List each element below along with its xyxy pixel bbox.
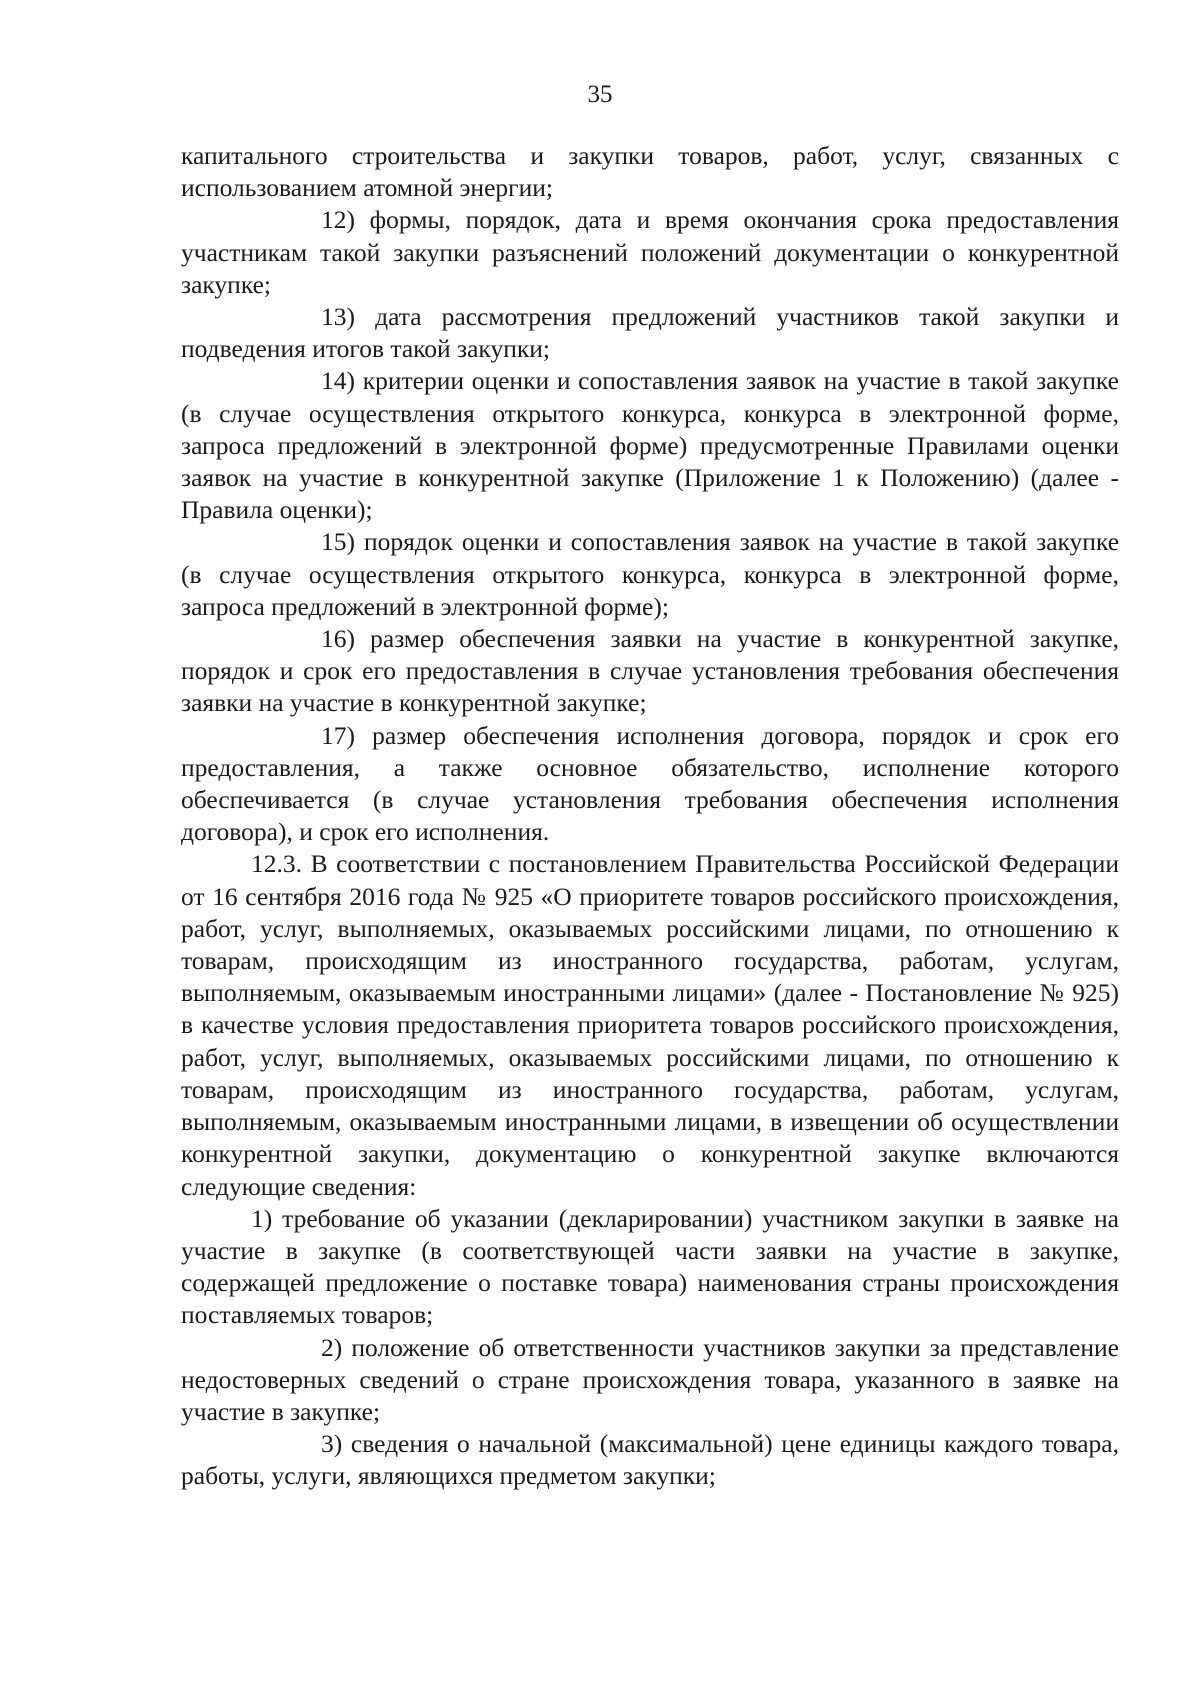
list-item-text: размер обеспечения заявки на участие в конкурентной закупке, порядок и срок его предоставления в случае установления требования обеспечения заявки на участие в конкурентной закупке; [181,624,1120,718]
list-item-12 [181,204,1119,301]
section-12-3 [181,848,1119,1202]
list-item-number: 17) [321,720,355,750]
paragraph-text: 12.3. В соответствии с постановлением Правительства Российской Федерации от 16 сентября 2016 года № 925 «О приоритете товаров российского происхождения, работ, услуг, выполняемых, оказываемых российскими лицами, по отношению к товарам, происходящим из иностранного государства, работам, услугам, выполняемым, оказываемым иностранными лицами» (далее - Постановление № 925) в качестве условия предоставления приоритета товаров российского происхождения, работ, услуг, выполняемых, оказываемых российскими лицами, по отношению к товарам, происходящим из иностранного государства, работам, услугам, выполняемым, оказываемым иностранными лицами, в извещении об осуществлении конкурентной закупки, документацию о конкурентной закупке включаются следующие сведения: [181,849,1119,1201]
list-item-text: сведения о начальной (максимальной) цене единицы каждого товара, работы, услуги, являющихся предметом закупки; [181,1429,1120,1491]
list-item-16 [181,623,1119,720]
list-item-number: 13) [321,302,355,332]
list-item-number: 3) [321,1429,343,1459]
sub-item-2 [181,1332,1119,1429]
list-item-number: 16) [321,624,355,654]
sub-item-1 [181,1203,1119,1332]
paragraph-continuation [181,140,1119,204]
list-item-17 [181,720,1119,849]
list-item-number: 12) [321,205,355,235]
list-item-15 [181,526,1119,623]
list-item-text: дата рассмотрения предложений участников такой закупки и подведения итогов такой закупки; [181,302,1119,364]
list-item-number: 15) [321,527,355,557]
list-item-text: формы, порядок, дата и время окончания срока предоставления участникам такой закупки разъяснений положений документации о конкурентной закупке; [181,205,1119,299]
list-item-text: размер обеспечения исполнения договора, порядок и срок его предоставления, а также основное обязательство, исполнение которого обеспечивается (в случае установления требования обеспечения исполнения договора), и срок его исполнения. [181,720,1120,847]
list-item-13 [181,301,1119,365]
list-item-number: 14) [321,366,355,396]
list-item-14 [181,365,1119,526]
list-item-text: положение об ответственности участников закупки за представление недостоверных сведений о стране происхождения товара, указанного в заявке на участие в закупке; [181,1332,1119,1426]
page-number: 35 [587,81,613,108]
paragraph-text: 1) требование об указании (декларировании) участником закупки в заявке на участие в закупке (в соответствующей части заявки на участие в закупке, содержащей предложение о поставке товара) наименования страны происхождения поставляемых товаров; [181,1203,1119,1330]
list-item-text: критерии оценки и сопоставления заявок на участие в такой закупке (в случае осуществления открытого конкурса, конкурса в электронной форме, запроса предложений в электронной форме) предусмотренные Правилами оценки заявок на участие в конкурентной закупке (Приложение 1 к Положению) (далее - Правила оценки); [181,366,1119,525]
paragraph-text: капитального строительства и закупки товаров, работ, услуг, связанных с использованием атомной энергии; [181,141,1119,203]
document-body [181,140,1119,1493]
list-item-text: порядок оценки и сопоставления заявок на участие в такой закупке (в случае осуществления открытого конкурса, конкурса в электронной форме, запроса предложений в электронной форме); [181,527,1120,621]
list-item-number: 2) [321,1332,343,1362]
sub-item-3 [181,1428,1119,1492]
